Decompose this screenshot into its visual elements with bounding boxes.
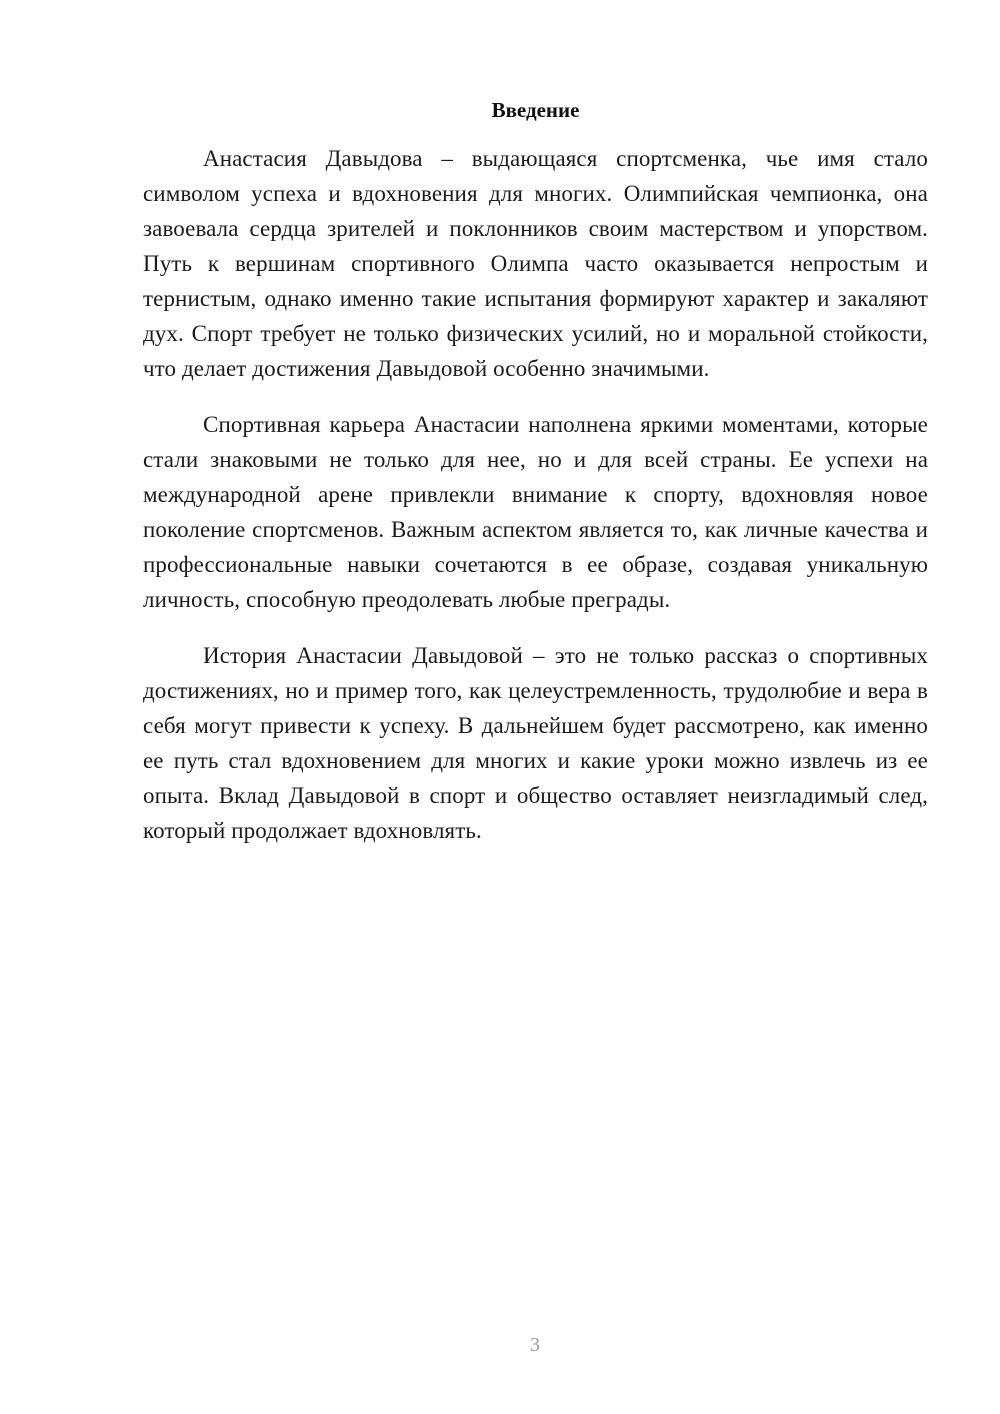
- page-content: [143, 96, 928, 869]
- page-number: 3: [530, 1334, 540, 1356]
- paragraph-3: История Анастасии Давыдовой – это не только рассказ о спортивных достижениях, но и пример того, как целеустремленность, трудолюбие и вера в себя могут привести к успеху. В дальнейшем будет рассмотрено, как именно ее путь стал вдохновением для многих и какие уроки можно извлечь из ее опыта. Вклад Давыдовой в спорт и общество оставляет неизгладимый след, который продолжает вдохновлять.: [143, 643, 928, 843]
- paragraph-2: Спортивная карьера Анастасии наполнена яркими моментами, которые стали знаковыми не только для нее, но и для всей страны. Ее успехи на международной арене привлекли внимание к спорту, вдохновляя новое поколение спортсменов. Важным аспектом является то, как личные качества и профессиональные навыки сочетаются в ее образе, создавая уникальную личность, способную преодолевать любые преграды.: [143, 412, 928, 612]
- paragraph-1: Анастасия Давыдова – выдающаяся спортсменка, чье имя стало символом успеха и вдохновения для многих. Олимпийская чемпионка, она завоевала сердца зрителей и поклонников своим мастерством и упорством. Путь к вершинам спортивного Олимпа часто оказывается непростым и тернистым, однако именно такие испытания формируют характер и закаляют дух. Спорт требует не только физических усилий, но и моральной стойкости, что делает достижения Давыдовой особенно значимыми.: [143, 146, 928, 381]
- page-title: Введение: [491, 98, 580, 122]
